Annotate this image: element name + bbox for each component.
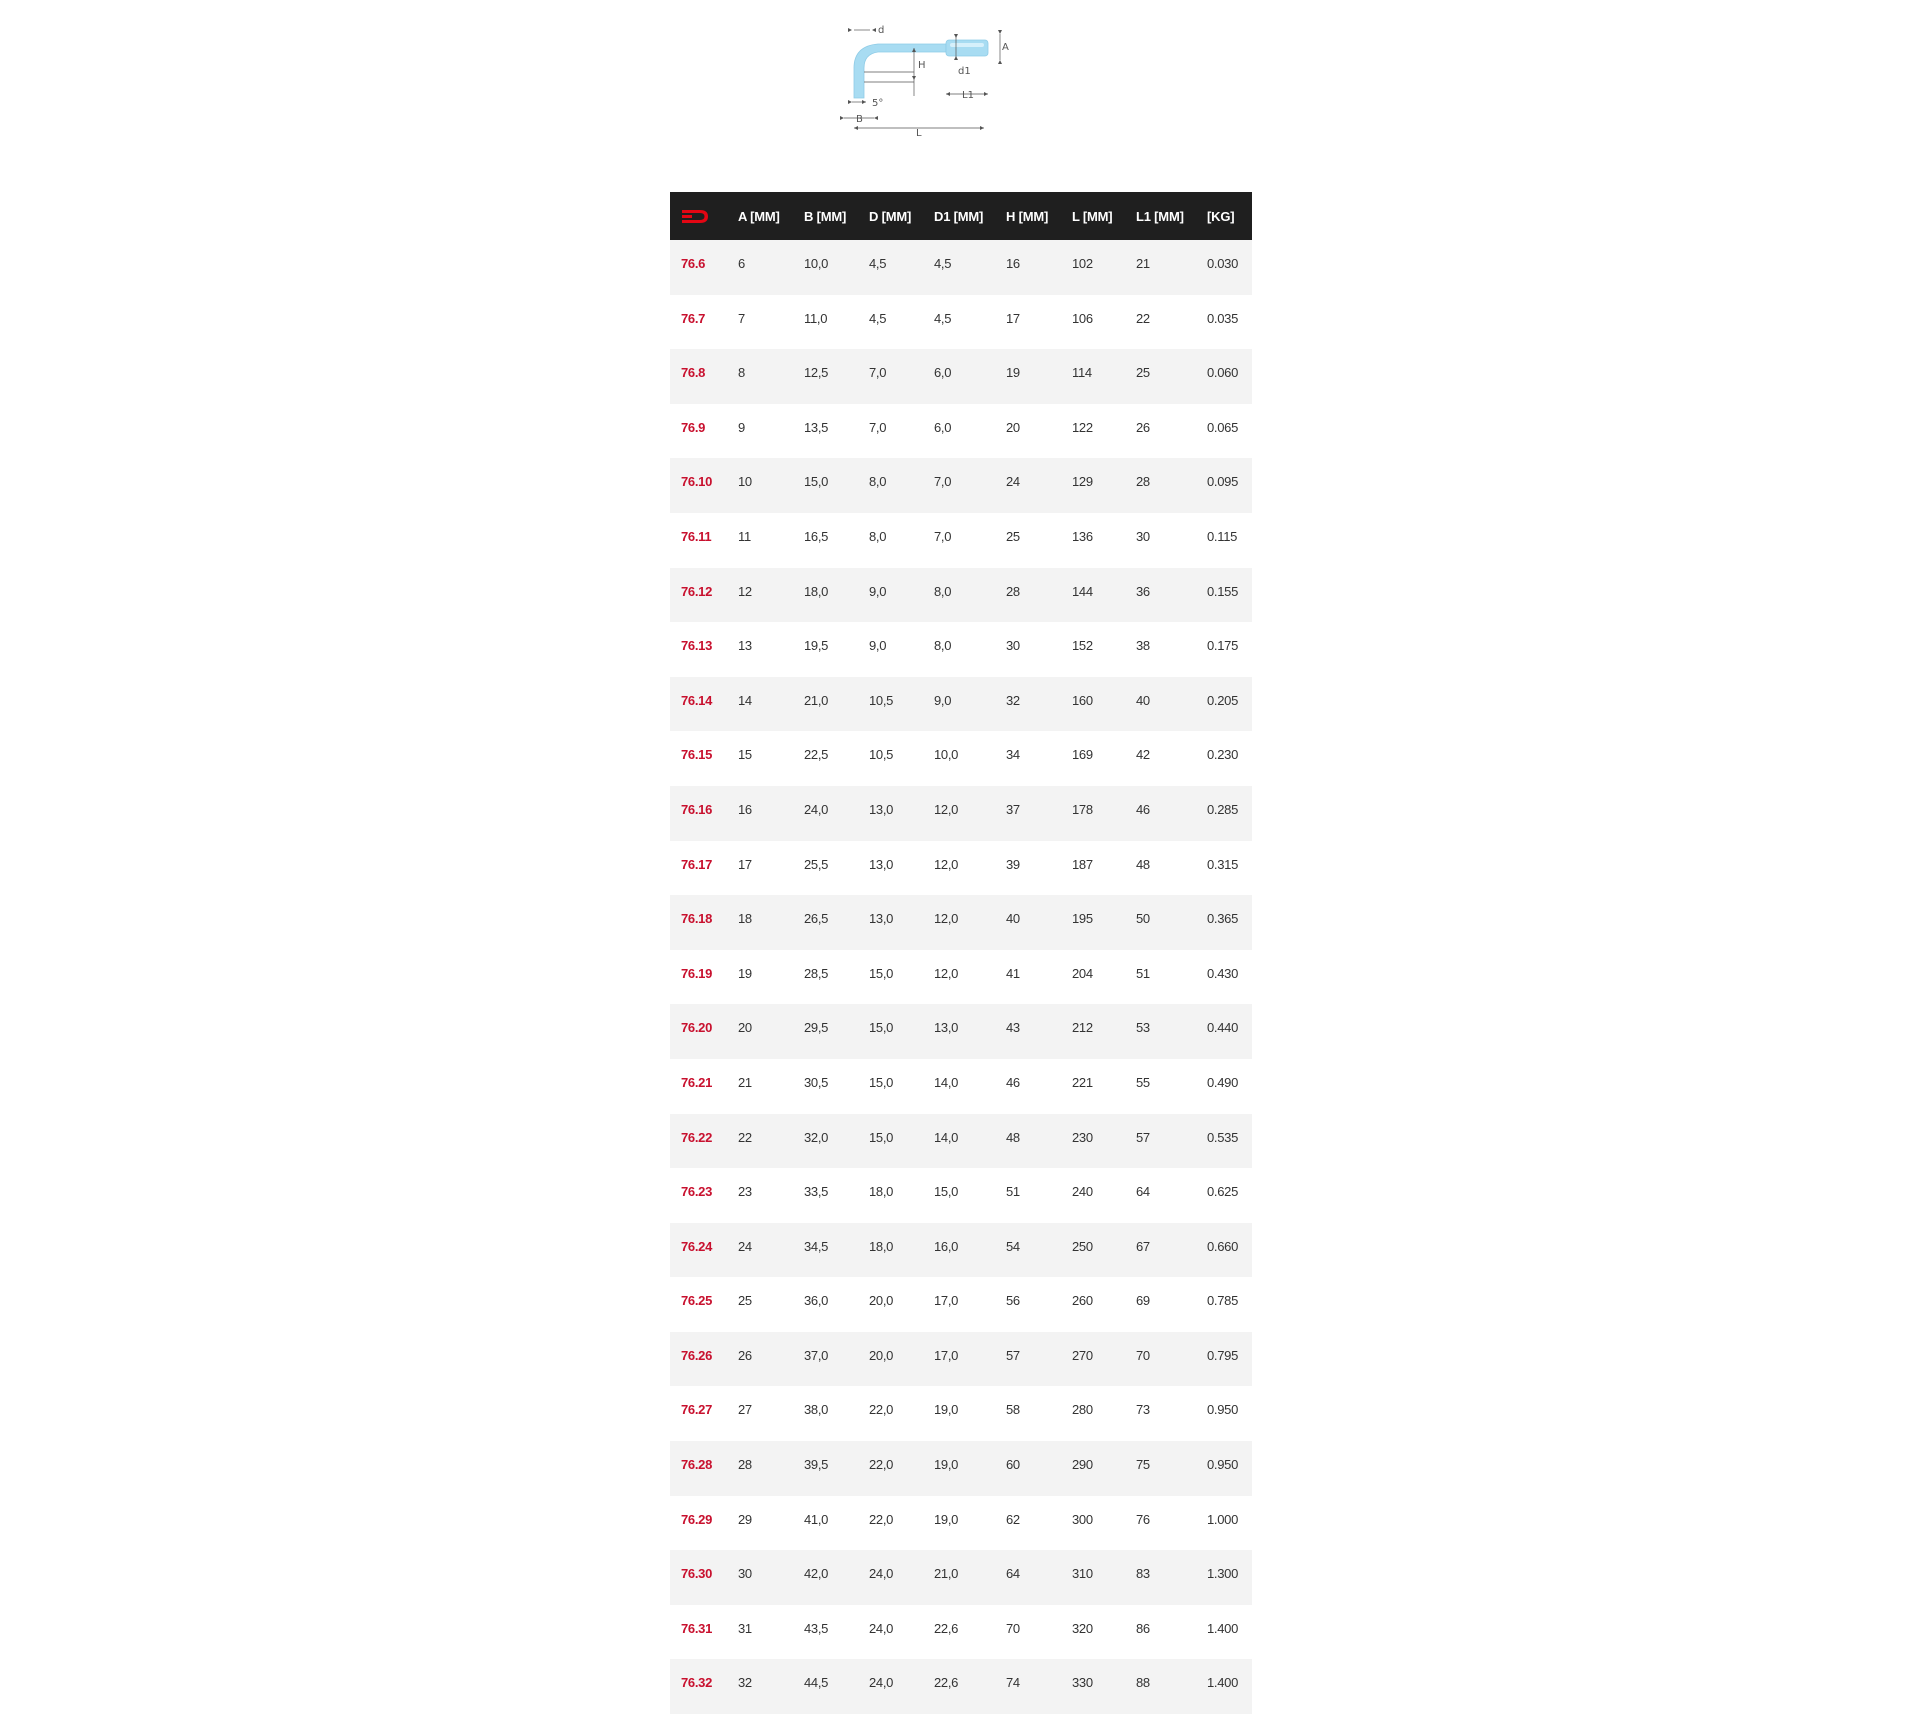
cell-d-mm: 10,5 [869, 747, 894, 763]
cell-d-mm: 4,5 [869, 310, 887, 326]
cell-d1-mm: 15,0 [934, 1184, 959, 1200]
cell-l1-mm: 86 [1136, 1620, 1150, 1636]
cell-reference: 76.32 [681, 1675, 713, 1691]
cell-d1-mm: 19,0 [934, 1511, 959, 1527]
cell-l-mm: 195 [1072, 911, 1093, 927]
cell-weight-kg: 0.430 [1207, 965, 1239, 981]
cell-b-mm: 42,0 [804, 1566, 829, 1582]
cell-d1-mm: 19,0 [934, 1402, 959, 1418]
cell-d-mm: 22,0 [869, 1457, 894, 1473]
cell-l1-mm: 83 [1136, 1566, 1150, 1582]
cell-a-mm: 21 [738, 1074, 752, 1090]
cell-l-mm: 260 [1072, 1293, 1093, 1309]
cell-l-mm: 290 [1072, 1457, 1093, 1473]
column-header-d1: D1 [MM] [934, 208, 984, 224]
cell-weight-kg: 1.400 [1207, 1620, 1239, 1636]
cell-weight-kg: 0.035 [1207, 310, 1239, 326]
cell-weight-kg: 0.795 [1207, 1347, 1239, 1363]
cell-h-mm: 74 [1006, 1675, 1020, 1691]
cell-l1-mm: 51 [1136, 965, 1150, 981]
cell-l1-mm: 28 [1136, 474, 1150, 490]
cell-l1-mm: 76 [1136, 1511, 1150, 1527]
cell-h-mm: 20 [1006, 419, 1020, 435]
cell-l-mm: 106 [1072, 310, 1093, 326]
label-l1: L1 [962, 90, 974, 101]
cell-h-mm: 43 [1006, 1020, 1020, 1036]
cell-b-mm: 34,5 [804, 1238, 829, 1254]
cell-h-mm: 28 [1006, 583, 1020, 599]
cell-b-mm: 38,0 [804, 1402, 829, 1418]
cell-reference: 76.30 [681, 1566, 713, 1582]
cell-weight-kg: 1.400 [1207, 1675, 1239, 1691]
table-row [670, 841, 1252, 896]
cell-weight-kg: 0.230 [1207, 747, 1239, 763]
cell-a-mm: 27 [738, 1402, 752, 1418]
cell-d1-mm: 4,5 [934, 310, 952, 326]
table-header [670, 192, 1252, 240]
cell-a-mm: 13 [738, 638, 752, 654]
cell-a-mm: 12 [738, 583, 752, 599]
cell-d1-mm: 22,6 [934, 1675, 959, 1691]
cell-reference: 76.13 [681, 638, 713, 654]
table-row [670, 1004, 1252, 1059]
column-header-a: A [MM] [738, 208, 780, 224]
cell-b-mm: 21,0 [804, 692, 829, 708]
cell-b-mm: 41,0 [804, 1511, 829, 1527]
cell-weight-kg: 1.000 [1207, 1511, 1239, 1527]
cell-d1-mm: 7,0 [934, 528, 952, 544]
cell-b-mm: 13,5 [804, 419, 829, 435]
cell-reference: 76.14 [681, 692, 713, 708]
cell-a-mm: 28 [738, 1457, 752, 1473]
cell-l1-mm: 38 [1136, 638, 1150, 654]
cell-d1-mm: 12,0 [934, 801, 959, 817]
cell-d1-mm: 12,0 [934, 911, 959, 927]
cell-reference: 76.7 [681, 310, 706, 326]
cell-h-mm: 70 [1006, 1620, 1020, 1636]
cell-weight-kg: 0.950 [1207, 1457, 1239, 1473]
column-header-d: D [MM] [869, 208, 912, 224]
cell-reference: 76.28 [681, 1457, 713, 1473]
table-row [670, 1659, 1252, 1714]
wrench-highlight [950, 43, 984, 47]
cell-d-mm: 15,0 [869, 1129, 894, 1145]
cell-a-mm: 32 [738, 1675, 752, 1691]
cell-d-mm: 13,0 [869, 801, 894, 817]
cell-h-mm: 57 [1006, 1347, 1020, 1363]
cell-l1-mm: 26 [1136, 419, 1150, 435]
cell-a-mm: 7 [738, 310, 745, 326]
cell-a-mm: 31 [738, 1620, 752, 1636]
table-row [670, 349, 1252, 404]
table-row [670, 513, 1252, 568]
cell-a-mm: 9 [738, 419, 745, 435]
table-row [670, 240, 1252, 295]
cell-d-mm: 22,0 [869, 1511, 894, 1527]
table-row [670, 622, 1252, 677]
cell-l-mm: 320 [1072, 1620, 1093, 1636]
cell-h-mm: 56 [1006, 1293, 1020, 1309]
table-row [670, 1059, 1252, 1114]
cell-b-mm: 36,0 [804, 1293, 829, 1309]
cell-l-mm: 129 [1072, 474, 1093, 490]
cell-h-mm: 19 [1006, 365, 1020, 381]
cell-h-mm: 37 [1006, 801, 1020, 817]
cell-weight-kg: 0.030 [1207, 256, 1239, 271]
cell-d-mm: 22,0 [869, 1402, 894, 1418]
cell-h-mm: 24 [1006, 474, 1020, 490]
table-row [670, 731, 1252, 786]
cell-l-mm: 160 [1072, 692, 1093, 708]
cell-l1-mm: 67 [1136, 1238, 1150, 1254]
cell-reference: 76.24 [681, 1238, 713, 1254]
cell-d1-mm: 17,0 [934, 1293, 959, 1309]
cell-reference: 76.29 [681, 1511, 713, 1527]
cell-l-mm: 230 [1072, 1129, 1093, 1145]
cell-reference: 76.26 [681, 1347, 713, 1363]
cell-reference: 76.25 [681, 1293, 713, 1309]
cell-h-mm: 16 [1006, 256, 1020, 271]
cell-h-mm: 34 [1006, 747, 1020, 763]
cell-l1-mm: 48 [1136, 856, 1150, 872]
cell-d-mm: 13,0 [869, 856, 894, 872]
column-header-l: L [MM] [1072, 208, 1113, 224]
cell-d1-mm: 22,6 [934, 1620, 959, 1636]
cell-d1-mm: 12,0 [934, 965, 959, 981]
cell-l1-mm: 64 [1136, 1184, 1150, 1200]
cell-weight-kg: 0.285 [1207, 801, 1239, 817]
cell-l-mm: 330 [1072, 1675, 1093, 1691]
cell-h-mm: 32 [1006, 692, 1020, 708]
table-row [670, 1168, 1252, 1223]
cell-a-mm: 16 [738, 801, 752, 817]
cell-d1-mm: 21,0 [934, 1566, 959, 1582]
cell-reference: 76.6 [681, 256, 706, 271]
cell-a-mm: 11 [738, 528, 751, 544]
cell-reference: 76.21 [681, 1074, 713, 1090]
cell-weight-kg: 0.660 [1207, 1238, 1239, 1254]
table-body [670, 240, 1252, 1714]
cell-d-mm: 15,0 [869, 965, 894, 981]
cell-d-mm: 18,0 [869, 1184, 894, 1200]
cell-reference: 76.16 [681, 801, 713, 817]
cell-h-mm: 40 [1006, 911, 1020, 927]
cell-b-mm: 18,0 [804, 583, 829, 599]
cell-l-mm: 204 [1072, 965, 1093, 981]
cell-weight-kg: 0.155 [1207, 583, 1239, 599]
cell-l1-mm: 75 [1136, 1457, 1150, 1473]
cell-d-mm: 8,0 [869, 528, 887, 544]
cell-b-mm: 19,5 [804, 638, 829, 654]
cell-d1-mm: 14,0 [934, 1129, 959, 1145]
wrench-dimension-diagram [834, 24, 1054, 174]
cell-h-mm: 30 [1006, 638, 1020, 654]
cell-l-mm: 221 [1072, 1074, 1093, 1090]
cell-h-mm: 58 [1006, 1402, 1020, 1418]
table-row [670, 1277, 1252, 1332]
cell-b-mm: 33,5 [804, 1184, 829, 1200]
cell-h-mm: 25 [1006, 528, 1020, 544]
label-b: B [856, 114, 863, 125]
cell-d-mm: 24,0 [869, 1675, 894, 1691]
cell-d-mm: 8,0 [869, 474, 887, 490]
cell-l1-mm: 50 [1136, 911, 1150, 927]
cell-l1-mm: 36 [1136, 583, 1150, 599]
cell-l1-mm: 30 [1136, 528, 1150, 544]
cell-h-mm: 41 [1006, 965, 1020, 981]
cell-b-mm: 15,0 [804, 474, 829, 490]
cell-d1-mm: 16,0 [934, 1238, 959, 1254]
cell-weight-kg: 0.175 [1207, 638, 1239, 654]
cell-reference: 76.22 [681, 1129, 713, 1145]
cell-b-mm: 22,5 [804, 747, 829, 763]
wrench-socket-end [946, 40, 988, 56]
cell-b-mm: 24,0 [804, 801, 829, 817]
cell-l1-mm: 70 [1136, 1347, 1150, 1363]
cell-b-mm: 43,5 [804, 1620, 829, 1636]
table-row [670, 1114, 1252, 1169]
cell-a-mm: 17 [738, 856, 752, 872]
cell-b-mm: 44,5 [804, 1675, 829, 1691]
cell-a-mm: 26 [738, 1347, 752, 1363]
cell-l-mm: 212 [1072, 1020, 1093, 1036]
cell-d1-mm: 19,0 [934, 1457, 959, 1473]
cell-d1-mm: 10,0 [934, 747, 959, 763]
cell-a-mm: 18 [738, 911, 752, 927]
cell-a-mm: 24 [738, 1238, 752, 1254]
cell-a-mm: 30 [738, 1566, 752, 1582]
cell-b-mm: 39,5 [804, 1457, 829, 1473]
cell-reference: 76.27 [681, 1402, 713, 1418]
label-d1: d1 [958, 66, 971, 77]
table-row [670, 950, 1252, 1005]
cell-d-mm: 13,0 [869, 911, 894, 927]
table-row [670, 458, 1252, 513]
column-header-kg: [KG] [1207, 208, 1235, 224]
cell-l-mm: 187 [1072, 856, 1093, 872]
column-header-h: H [MM] [1006, 208, 1049, 224]
cell-h-mm: 64 [1006, 1566, 1020, 1582]
cell-l1-mm: 42 [1136, 747, 1150, 763]
cell-weight-kg: 0.060 [1207, 365, 1239, 381]
cell-d-mm: 4,5 [869, 256, 887, 271]
cell-h-mm: 60 [1006, 1457, 1020, 1473]
cell-d-mm: 7,0 [869, 419, 887, 435]
cell-b-mm: 29,5 [804, 1020, 829, 1036]
cell-weight-kg: 0.115 [1207, 528, 1238, 544]
cell-d1-mm: 13,0 [934, 1020, 959, 1036]
cell-d1-mm: 6,0 [934, 365, 952, 381]
cell-b-mm: 12,5 [804, 365, 829, 381]
cell-a-mm: 20 [738, 1020, 752, 1036]
cell-reference: 76.19 [681, 965, 713, 981]
cell-h-mm: 62 [1006, 1511, 1020, 1527]
wrench-diagram-svg [834, 24, 1054, 174]
cell-a-mm: 23 [738, 1184, 752, 1200]
table-row [670, 677, 1252, 732]
cell-l-mm: 240 [1072, 1184, 1093, 1200]
cell-reference: 76.17 [681, 856, 713, 872]
cell-reference: 76.12 [681, 583, 713, 599]
cell-h-mm: 46 [1006, 1074, 1020, 1090]
cell-b-mm: 32,0 [804, 1129, 829, 1145]
cell-d-mm: 7,0 [869, 365, 887, 381]
cell-d1-mm: 6,0 [934, 419, 952, 435]
specification-table [670, 192, 1252, 1714]
cell-l1-mm: 46 [1136, 801, 1150, 817]
cell-weight-kg: 0.625 [1207, 1184, 1239, 1200]
cell-reference: 76.10 [681, 474, 713, 490]
cell-a-mm: 10 [738, 474, 752, 490]
cell-d-mm: 10,5 [869, 692, 894, 708]
cell-l1-mm: 55 [1136, 1074, 1150, 1090]
cell-l1-mm: 73 [1136, 1402, 1150, 1418]
cell-l1-mm: 88 [1136, 1675, 1150, 1691]
cell-d-mm: 15,0 [869, 1020, 894, 1036]
cell-weight-kg: 0.535 [1207, 1129, 1239, 1145]
cell-l-mm: 152 [1072, 638, 1093, 654]
cell-h-mm: 51 [1006, 1184, 1020, 1200]
angled-wrench-shape [854, 44, 946, 98]
table-row [670, 1605, 1252, 1660]
cell-d-mm: 15,0 [869, 1074, 894, 1090]
cell-l1-mm: 53 [1136, 1020, 1150, 1036]
cell-l-mm: 169 [1072, 747, 1093, 763]
cell-d-mm: 18,0 [869, 1238, 894, 1254]
cell-reference: 76.15 [681, 747, 713, 763]
cell-l-mm: 270 [1072, 1347, 1093, 1363]
table-row [670, 786, 1252, 841]
cell-l-mm: 102 [1072, 256, 1093, 271]
cell-b-mm: 37,0 [804, 1347, 829, 1363]
cell-d-mm: 9,0 [869, 583, 887, 599]
cell-weight-kg: 0.490 [1207, 1074, 1239, 1090]
cell-a-mm: 14 [738, 692, 752, 708]
cell-d1-mm: 9,0 [934, 692, 952, 708]
cell-weight-kg: 0.095 [1207, 474, 1239, 490]
table-row [670, 404, 1252, 459]
cell-d-mm: 24,0 [869, 1566, 894, 1582]
cell-weight-kg: 0.440 [1207, 1020, 1239, 1036]
label-l: L [916, 128, 922, 139]
table-row [670, 1496, 1252, 1551]
table-row [670, 568, 1252, 623]
cell-l1-mm: 57 [1136, 1129, 1150, 1145]
cell-d1-mm: 4,5 [934, 256, 952, 271]
cell-d-mm: 20,0 [869, 1293, 894, 1309]
cell-a-mm: 19 [738, 965, 752, 981]
cell-l-mm: 114 [1072, 365, 1092, 381]
label-d: d [878, 25, 885, 36]
cell-d-mm: 9,0 [869, 638, 887, 654]
label-angle: 5° [872, 98, 884, 109]
cell-reference: 76.31 [681, 1620, 713, 1636]
cell-l-mm: 122 [1072, 419, 1093, 435]
cell-weight-kg: 0.365 [1207, 911, 1239, 927]
cell-a-mm: 25 [738, 1293, 752, 1309]
cell-l1-mm: 25 [1136, 365, 1150, 381]
cell-weight-kg: 0.065 [1207, 419, 1239, 435]
table-row [670, 1386, 1252, 1441]
cell-d-mm: 24,0 [869, 1620, 894, 1636]
cell-a-mm: 8 [738, 365, 745, 381]
cell-a-mm: 29 [738, 1511, 752, 1527]
column-header-l1: L1 [MM] [1136, 208, 1184, 224]
cell-a-mm: 22 [738, 1129, 752, 1145]
cell-weight-kg: 0.315 [1207, 856, 1239, 872]
cell-d1-mm: 8,0 [934, 583, 952, 599]
cell-d1-mm: 17,0 [934, 1347, 959, 1363]
cell-weight-kg: 0.205 [1207, 692, 1239, 708]
table-row [670, 895, 1252, 950]
cell-l1-mm: 69 [1136, 1293, 1150, 1309]
cell-reference: 76.11 [681, 528, 712, 544]
brand-logo-header [670, 192, 738, 240]
cell-l-mm: 136 [1072, 528, 1093, 544]
cell-b-mm: 16,5 [804, 528, 829, 544]
cell-d1-mm: 14,0 [934, 1074, 959, 1090]
cell-weight-kg: 1.300 [1207, 1566, 1239, 1582]
table-row [670, 1550, 1252, 1605]
cell-h-mm: 39 [1006, 856, 1020, 872]
label-a: A [1002, 42, 1009, 53]
cell-d-mm: 20,0 [869, 1347, 894, 1363]
cell-l-mm: 280 [1072, 1402, 1093, 1418]
table-row [670, 1332, 1252, 1387]
cell-a-mm: 6 [738, 256, 745, 271]
cell-l-mm: 310 [1072, 1566, 1093, 1582]
cell-b-mm: 11,0 [804, 310, 828, 326]
cell-l1-mm: 40 [1136, 692, 1150, 708]
cell-d1-mm: 12,0 [934, 856, 959, 872]
cell-h-mm: 54 [1006, 1238, 1020, 1254]
cell-d1-mm: 8,0 [934, 638, 952, 654]
cell-weight-kg: 0.950 [1207, 1402, 1239, 1418]
cell-h-mm: 48 [1006, 1129, 1020, 1145]
cell-reference: 76.8 [681, 365, 706, 381]
cell-l-mm: 250 [1072, 1238, 1093, 1254]
cell-h-mm: 17 [1006, 310, 1020, 326]
cell-b-mm: 25,5 [804, 856, 829, 872]
cell-l1-mm: 21 [1136, 256, 1150, 271]
cell-weight-kg: 0.785 [1207, 1293, 1239, 1309]
cell-l1-mm: 22 [1136, 310, 1150, 326]
cell-b-mm: 10,0 [804, 256, 829, 271]
cell-b-mm: 26,5 [804, 911, 829, 927]
cell-l-mm: 300 [1072, 1511, 1093, 1527]
cell-reference: 76.18 [681, 911, 713, 927]
table-row [670, 1441, 1252, 1496]
brand-logo-icon [682, 207, 710, 225]
cell-b-mm: 30,5 [804, 1074, 829, 1090]
cell-l-mm: 144 [1072, 583, 1093, 599]
header-row [670, 192, 1252, 240]
cell-reference: 76.23 [681, 1184, 713, 1200]
table-row [670, 1223, 1252, 1278]
cell-b-mm: 28,5 [804, 965, 829, 981]
table-row [670, 295, 1252, 350]
cell-d1-mm: 7,0 [934, 474, 952, 490]
cell-a-mm: 15 [738, 747, 752, 763]
label-h: H [918, 60, 926, 71]
cell-reference: 76.9 [681, 419, 706, 435]
cell-l-mm: 178 [1072, 801, 1093, 817]
column-header-b: B [MM] [804, 208, 847, 224]
cell-reference: 76.20 [681, 1020, 713, 1036]
